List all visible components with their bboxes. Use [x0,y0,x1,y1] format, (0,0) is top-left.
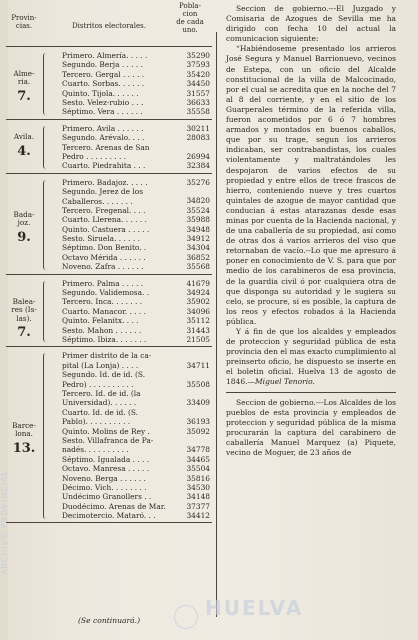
district-name: Undécimo Granollers . . [62,492,152,502]
watermark-logo [174,605,198,629]
province-count: 13. [12,440,36,456]
province-group [6,47,212,120]
district-name: Séptimo. Don Benito. . [62,243,147,253]
district-population: 35504 [186,464,210,474]
district-name: Sesto. Siruela. . . . . . [62,234,140,244]
province-brace [43,53,48,115]
district-name: Sesto. Mahon . . . . . . [62,325,142,335]
district-population: 35276 [186,177,210,187]
province-name: Alme- ria. 7. [6,70,42,104]
district-name: Segundo. Validemosa. . [62,288,150,298]
district-population: 35524 [186,205,210,215]
province-count: 4. [17,143,31,159]
province-groups [6,47,212,523]
district-population: 34912 [186,234,210,244]
district-name: Duodécimo. Arenas de Mar. [62,501,166,511]
province-group [6,120,212,174]
district-name: Segundo. Berja . . . . . [62,60,143,70]
district-name: Octavo Mérida . . . . . . [62,252,146,262]
district-population: 31557 [186,88,210,98]
district-row [6,483,212,492]
province-count: 7. [17,325,31,341]
district-row [6,279,212,288]
district-name: Segundo. Jerez de los Caballeros. . . . . . . [62,187,143,206]
district-name: Primer distrito de la ca- pital (La Lonja) . . . . [62,351,152,370]
district-population: 35092 [186,426,210,436]
district-name: Segundo. Arévalo. . . . [62,133,145,143]
district-population: 26994 [186,151,210,161]
district-population: 34778 [186,445,210,455]
district-name: Quinto. Tijola. . . . . . [62,88,139,98]
continuation-note: (Se continuará.) [77,616,141,625]
paragraph-4: Seccion de gobierno.---Los Alcaldes de los pueblos de esta provincia y empleados de proteccion y seguridad pública de la misma procurarán la captura del carabinero de caballería Manuel Marquez (a) Piquete, vecino de Moguer, de 23 años de [226,397,396,458]
district-population: 34820 [186,196,210,206]
province-name: Bada- joz. 9. [6,211,42,245]
district-name: Decimotercio. Mataró. . . [62,511,156,521]
district-name: Décimo. Vich. . . . . . . . [62,482,147,492]
district-row [6,389,212,408]
district-population: 36852 [186,252,210,262]
section-rule [226,392,396,393]
district-row [6,187,212,206]
district-population: 35112 [186,316,210,326]
district-population: 34096 [186,306,210,316]
district-population: 32384 [186,161,210,171]
district-name: Sesto. Velez-rubio . . . [62,97,144,107]
district-population: 37377 [186,501,210,511]
header-distritos: Distritos electorales. [72,22,146,30]
paragraph-3 [226,327,396,388]
watermark-side: ARCHIVO PROVINCIAL [0,470,9,575]
district-name: Cuarto. Id. de id. (S. Pablo). . . . . . . . . . [62,407,138,427]
province-brace [43,353,48,518]
district-name: Cuarto. Piedrahita . . . [62,161,146,171]
district-row [6,474,212,483]
paragraph-2: “Habiéndoseme presentado los arrieros José Segura y Manuel Barrionuevo, vecinos de Estepa, con un oficio del Alcalde constitucional de la villa de Malcocinado, por el cual se acredita que en la noche del 7 al 8 del corriente, y en el sitio de los Guarperales término de la referida villa, fueron acometidos por 6 ó 7 hombres armados y montados en buenos caballos, que por su trage, segun los arrieros indicaban, ser contrabandistas, los cuales violentamente y maltratándoles les despojaron de varios efectos de su propiedad y entre ellos de trece frascos de hierro, conteniendo nueve y tres cuartos quintales de azogue de mayor cantidad que conducian á estas atarazanas desde esas minas por cuenta de la Hacienda nacional, y de una caballería de su propiedad, así como de otras dos á varios arrieros del viso que retornaban de vacío.--Lo que me apresuro á poner en conocimiento de V. S. para que por medio de los carabineros de esa provincia, de la guardia civil ó por cualquiera otra de que disponga su autoridad y le sugiera su celo, se procure, si es posible, la captura de los reos y efectos robados á la Hacienda pública. [226,44,396,326]
district-population: 34465 [186,454,210,464]
district-population: 35988 [186,215,210,225]
district-population: 34530 [186,482,210,492]
paragraph-3-text: Y á fin de que los alcaldes y empleados de proteccion y seguridad pública de esta provincia den el mas exacto cumplimiento al preinserto oficio, he dispuesto se inserte en el boletin oficial. Huelva 13 de agosto de 1846.— [226,327,396,387]
district-population: 34948 [186,224,210,234]
district-name: Quinto. Castuera . . . . . [62,224,150,234]
districts-table [6,2,212,625]
district-row [6,253,212,262]
column-divider [216,32,217,617]
district-population: 31443 [186,325,210,335]
province-count: 7. [17,88,31,104]
district-name: Primero. Palma . . . . . [62,278,144,288]
district-population: 35420 [186,69,210,79]
district-population: 21505 [186,334,210,344]
district-population: 28083 [186,133,210,143]
province-brace [43,180,48,270]
district-row [6,262,212,271]
district-row [6,492,212,501]
district-name: Tercero. Inca. . . . . . . [62,297,143,307]
province-group [6,347,212,523]
district-name: Tercero. Id. de id. (la Universidad). . . . . . [62,388,141,408]
district-population: 35508 [186,379,210,389]
district-name: Octavo. Manresa . . . . . [62,464,150,474]
district-population: 35568 [186,262,210,272]
district-name: Séptimo. Igualada . . . . [62,454,150,464]
province-name: Avila. 4. [6,133,42,159]
signature: Miguel Tenorio. [254,377,315,387]
district-row [6,124,212,133]
district-row [6,60,212,69]
district-population: 36193 [186,417,210,427]
district-name: Séptimo. Vera . . . . . . [62,107,143,117]
district-population: 36633 [186,97,210,107]
district-row [6,464,212,473]
district-name: Tercero. Gergal . . . . . [62,69,145,79]
district-name: Quinto. Felanitx. . . . [62,316,139,326]
district-name: Cuarto. Manacor. . . . . [62,306,146,316]
district-name: Sesto. Villafranca de Pa- nadés. . . . . . . . . . [62,435,154,455]
watermark-huelva: HUELVA [205,596,304,620]
province-brace [43,126,48,169]
district-name: Noveno. Zafra . . . . . . [62,262,144,272]
table-header [6,2,212,47]
district-name: Segundo. Id. de id. (S. Pedro) . . . . . . . . . . [62,370,146,389]
district-name: Primero. Avila . . . . . . [62,123,144,133]
district-name: Tercero. Arenas de San Pedro . . . . . . . . . [62,142,150,161]
district-population: 34450 [186,79,210,89]
district-population: 35902 [186,297,210,307]
district-row [6,178,212,187]
district-population: 35558 [186,107,210,117]
province-group [6,174,212,275]
district-row [6,288,212,297]
district-row [6,370,212,389]
body-text [226,4,396,458]
district-population: 34924 [186,288,210,298]
district-population: 37593 [186,60,210,70]
district-name: Noveno. Berga . . . . . . [62,473,146,483]
district-population: 33409 [186,398,210,408]
district-population: 34412 [186,511,210,521]
district-population: 34711 [186,360,210,370]
district-population: 34304 [186,243,210,253]
province-group [6,275,212,348]
paragraph-1: Seccion de gobierno.---El Juzgado y Comisaria de Azogues de Sevilla me ha dirigido con fecha 10 del actual la comunicacion siguiente: [226,4,396,44]
province-count: 9. [17,229,31,245]
district-row [6,455,212,464]
district-row [6,351,212,370]
header-poblacion: Pobla- cion de cada uno. [176,2,204,34]
district-row [6,161,212,170]
header-provincias: Provin- cias. [11,14,37,30]
district-name: Cuarto. Llerena. . . . . . [62,215,147,225]
district-row [6,51,212,60]
district-row [6,511,212,520]
province-name: Barce- lona. 13. [6,422,42,456]
district-row [6,502,212,511]
district-population: 30211 [186,123,210,133]
district-name: Primero. Badajoz. . . . . [62,177,148,187]
district-population: 34148 [186,492,210,502]
district-row [6,107,212,116]
district-population: 35290 [186,51,210,60]
district-name: Quinto. Molins de Rey . [62,426,150,436]
province-name: Balea- res (Is- las). 7. [6,298,42,341]
district-row [6,243,212,252]
province-brace [43,281,48,343]
district-name: Séptimo. Ibiza. . . . . . . [62,334,147,344]
district-name: Tercero. Fregenal. . . . [62,205,146,215]
district-name: Primero. Almería. . . . . [62,51,148,60]
district-population: 35816 [186,473,210,483]
district-population: 41679 [186,278,210,288]
district-name: Cuarto. Sorbas. . . . . . [62,79,145,89]
